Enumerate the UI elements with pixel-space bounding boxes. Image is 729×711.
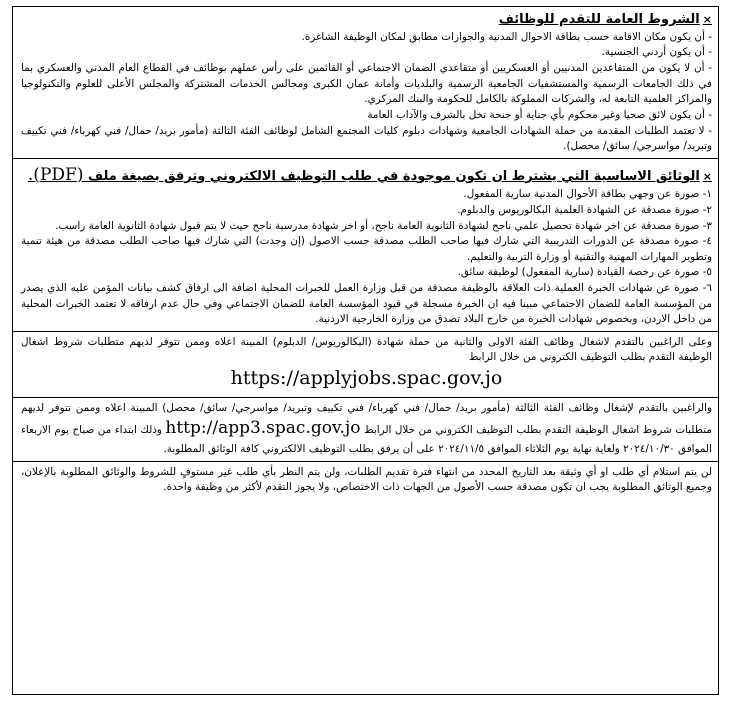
apply-jobs-link[interactable]: https://applyjobs.spac.gov.jo bbox=[230, 367, 503, 390]
document-item: ٤- صورة مصدقة عن الدورات التدريبية التي شارك فيها صاحب الطلب مصدقة حسب الاصول (إن وجدت) التي شارك فيها صاحب الطلب مصدقة من هيئة تنمية وتطوير المهارات المهنية والتقنية أو وزارة التربية والتعليم. bbox=[21, 235, 712, 263]
third-category-text-before: والراغبين بالتقدم لإشغال وظائف الفئة الثالثة (مأمور بريد/ حمال/ فني كهرباء/ فني تكييف وتبريد/ مواسرجي/ سائق/ محصل) المبينة اعلاه وممن تتوفر لديهم متطلبات شروط اشغال الوظيفة التقدم بطلب التوظيف الكتروني من خلال الرابط bbox=[21, 401, 712, 437]
third-category-section bbox=[13, 398, 718, 461]
section-marker-icon: × bbox=[702, 13, 712, 26]
job-announcement bbox=[12, 6, 719, 695]
required-documents-heading bbox=[21, 163, 712, 188]
closing-notes-text: لن يتم استلام أي طلب او أي وثيقة بعد التاريخ المحدد من انتهاء فترة تقديم الطلبات، ولن يتم النظر بأي طلب غير مستوفٍ للشروط والوثائق المطلوبة بالإعلان، وجميع الوثائق المطلوبة يجب ان تكون مصدقة حسب الأصول من الجهات ذات الاختصاص، ولا يجوز التقدم لأكثر من وظيفة واحدة. bbox=[21, 465, 712, 494]
app3-link[interactable]: http://app3.spac.gov.jo bbox=[165, 418, 361, 439]
third-category-text bbox=[21, 401, 712, 458]
condition-item: - لا تعتمد الطلبات المقدمة من حملة الشهادات الجامعية وشهادات دبلوم كليات المجتمع الشامل لوظائف الفئة الثالثة (مأمور بريد/ حمال/ فني كهرباء/ فني تكييف وتبريد/ مواسرجي/ سائق/ محصل). bbox=[21, 124, 712, 153]
document-item: ١- صورة عن وجهي بطاقة الأحوال المدنية سارية المفعول. bbox=[463, 188, 712, 201]
document-item: ٥- صورة عن رخصة القيادة (سارية المفعول) لوظيفة سائق. bbox=[457, 266, 712, 279]
general-conditions-title: الشروط العامة للتقدم للوظائف bbox=[498, 12, 700, 27]
first-second-category-section bbox=[13, 332, 718, 397]
section-marker-icon: × bbox=[702, 169, 712, 183]
required-documents-title: الوثائق الاساسية التي يشترط ان تكون موجودة في طلب التوظيف الالكتروني وترفق بصيغة ملف bbox=[87, 168, 700, 184]
general-conditions-section bbox=[13, 7, 718, 158]
closing-notes-section bbox=[13, 462, 718, 499]
document-item: ٣- صورة مصدقة عن اخر شهادة تحصيل علمي ناجح لشهادة الثانوية العامة ناجح، أو اخر شهادة مدرسية ناجح حيث لا يتم قبول شهادة الثانوية العامة راسب. bbox=[55, 219, 712, 232]
condition-item: - أن لا يكون من المتقاعدين المدنيين أو العسكريين أو متقاعدي الضمان الاجتماعي أو القائمين على رأس عملهم بوظائف في القطاع العام المدني والعسكري بما في ذلك الجامعات الرسمية والمستشفيات الجامعية الرسمية والبلديات وأمانة عمان الكبرى ومجالس الخدمات المشتركة والمجلس الأعلى للعلوم والتكنولوجيا والمراكز العلمية التابعة له، والشركات المملوكة بالكامل للحكومة والبنك المركزي. bbox=[21, 62, 712, 106]
condition-item: - أن يكون لائق صحيا وغير محكوم بأي جناية أو جنحة تخل بالشرف والآداب العامة bbox=[367, 108, 712, 121]
general-conditions-heading bbox=[21, 11, 712, 30]
condition-item: - أن يكون أردني الجنسية. bbox=[601, 46, 712, 59]
required-documents-section bbox=[13, 159, 718, 331]
first-second-category-text: وعلى الراغبين بالتقدم لاشغال وظائف الفئة الاولى والثانية من حملة شهادة (البكالوريوس/ الدبلوم) المبينة اعلاه وممن تتوفر لديهم متطلبات شروط اشغال الوظيفة التقدم بطلب التوظيف الكتروني من خلال الرابط bbox=[21, 335, 712, 364]
pdf-format-label: (PDF). bbox=[27, 164, 84, 185]
document-item: ٢- صورة مصدقة عن الشهادة العلمية البكالوريوس والدبلوم. bbox=[457, 203, 712, 216]
document-item: ٦- صورة عن شهادات الخبرة العملية ذات العلاقة بالوظيفة مصدقة من قبل وزارة العمل للخبرات المحلية اضافة الى ارفاق كشف بيانات المؤمن عليه الذي يصدر من المؤسسة العامة للضمان الاجتماعي مبينا فيه ان الخبرة مسجلة في قيود المؤسسة العامة للضمان الاجتماعي وفي حال عدم ارفاقه لا تعتمد الخبرات المحلية من داخل الاردن، وبخصوص شهادات الخبرة من خارج البلاد تصدق من وزارة الخارجية الاردنية. bbox=[21, 282, 712, 326]
condition-item: - أن يكون مكان الاقامة حسب بطاقة الاحوال المدنية والجوازات مطابق لمكان الوظيفة الشاغرة. bbox=[301, 30, 712, 43]
third-category-text-after: وذلك ابتداء من صباح يوم الاربعاء الموافق ٢٠٢٤/١٠/٣٠ ولغاية نهاية يوم الثلاثاء الموافق ٢٠٢٤/١١/٥ على أن يرفق بطلب التوظيف الالكتروني كافة الوثائق المطلوبة. bbox=[21, 424, 712, 455]
